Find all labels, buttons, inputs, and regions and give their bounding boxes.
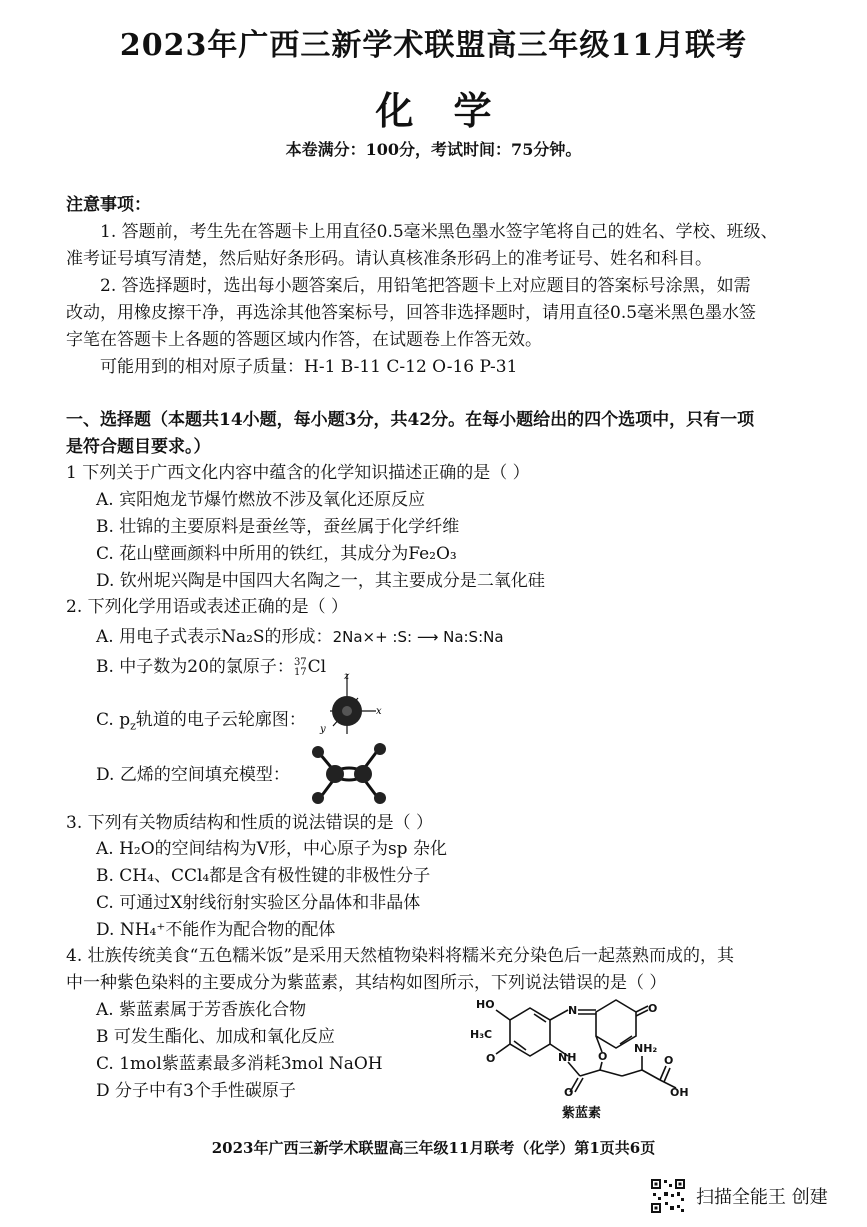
nuclide-symbol: Cl [307,657,327,677]
watermark-text: 扫描全能王 创建 [696,1187,828,1208]
exam-meta: 本卷满分：100分，考试时间：75分钟。 [285,140,582,159]
note-2-line-3: 字笔在答题卡上各题的答题区域内作答，在试题卷上作答无效。 [66,330,542,350]
svg-text:OH: OH [670,1086,689,1097]
atomic-masses: 可能用到的相对原子质量：H-1 B-11 C-12 O-16 P-31 [100,357,518,377]
svg-text:x: x [376,706,382,717]
q3-option-c: C. 可通过X射线衍射实验区分晶体和非晶体 [96,893,421,913]
structure-caption: 紫蓝素 [562,1106,602,1121]
svg-text:O: O [486,1052,496,1065]
q1-option-d: D. 钦州坭兴陶是中国四大名陶之一，其主要成分是二氧化硅 [96,571,545,591]
q2-option-b [96,652,326,678]
q4-stem-line-1: 4. 壮族传统美食“五色糯米饭”是采用天然植物染料将糯米充分染色后一起蒸熟而成的，其 [66,946,735,966]
q1-option-a: A. 宾阳炮龙节爆竹燃放不涉及氧化还原反应 [96,490,426,510]
q2-option-d: D. 乙烯的空间填充模型： [96,765,290,785]
svg-text:NH: NH [558,1051,577,1064]
mass-number: 37 [293,656,307,668]
q1-option-b: B. 壮锦的主要原料是蚕丝等，蚕丝属于化学纤维 [96,517,460,537]
note-2-line-1: 2. 答选择题时，选出每小题答案后，用铅笔把答题卡上对应题目的答案标号涂黑，如需 [100,276,751,296]
ethylene-space-filling-model [305,742,395,804]
q3-stem: 3. 下列有关物质结构和性质的说法错误的是（ ） [66,813,434,833]
electron-dot-equation: 2Na×+ :S: ⟶ Na:S:Na [332,628,504,646]
note-2-line-2: 改动，用橡皮擦干净，再选涂其他答案标号，回答非选择题时，请用直径0.5毫米黑色墨水签 [66,303,757,323]
svg-text:z: z [344,671,350,682]
q4-option-a: A. 紫蓝素属于芳香族化合物 [96,1000,307,1020]
qr-code-icon [650,1178,686,1214]
page-footer: 2023年广西三新学术联盟高三年级11月联考（化学）第1页共6页 [211,1139,656,1157]
svg-text:NH₂: NH₂ [634,1042,658,1055]
section-1-heading-line-2: 是符合题目要求。） [66,437,211,457]
note-1-line-1: 1. 答题前，考生先在答题卡上用直径0.5毫米黑色墨水签字笔将自己的姓名、学校、班级、 [100,222,778,242]
exam-title: 2023年广西三新学术联盟高三年级11月联考 [119,28,748,63]
nuclide-numbers [294,658,307,678]
svg-text:O: O [648,1002,658,1015]
atomic-number: 17 [293,666,307,678]
svg-text:H₃C: H₃C [470,1028,493,1041]
q2-option-a-prefix: A. 用电子式表示Na₂S的形成： [96,627,333,647]
q4-option-b: B 可发生酯化、加成和氧化反应 [96,1027,335,1047]
notes-heading: 注意事项： [66,195,151,215]
q1-stem: 1 下列关于广西文化内容中蕴含的化学知识描述正确的是（ ） [66,463,530,483]
section-1-heading-line-1: 一、选择题（本题共14小题，每小题3分，共42分。在每小题给出的四个选项中，只有一项 [66,410,755,430]
q2-option-c [96,705,306,732]
pz-orbital-diagram [310,670,390,740]
svg-text:O: O [664,1054,674,1067]
q2-option-c-label: C. p [96,710,131,730]
svg-text:O: O [598,1050,608,1063]
q3-option-d: D. NH₄⁺不能作为配合物的配体 [96,920,336,940]
q3-option-b: B. CH₄、CCl₄都是含有极性键的非极性分子 [96,866,431,886]
q2-option-b-prefix: B. 中子数为20的氯原子： [96,657,294,677]
q3-option-a: A. H₂O的空间结构为V形，中心原子为sp 杂化 [96,839,447,859]
subject-title: 化学 [375,88,532,133]
svg-text:O: O [564,1086,574,1097]
q1-option-c: C. 花山壁画颜料中所用的铁红，其成分为Fe₂O₃ [96,544,457,564]
zilanxin-structure-diagram [470,992,700,1097]
q4-option-c: C. 1mol紫蓝素最多消耗3mol NaOH [96,1054,383,1074]
q4-stem-line-2: 中一种紫色染料的主要成分为紫蓝素，其结构如图所示，下列说法错误的是（ ） [66,973,667,993]
q2-stem: 2. 下列化学用语或表述正确的是（ ） [66,597,349,617]
svg-text:N: N [568,1004,578,1017]
q4-option-d: D 分子中有3个手性碳原子 [96,1081,296,1101]
q2-option-a [96,622,504,647]
q2-option-c-rest: 轨道的电子云轮廓图： [135,710,306,730]
note-1-line-2: 准考证号填写清楚，然后贴好条形码。请认真核准条形码上的准考证号、姓名和科目。 [66,249,712,269]
scanner-watermark [650,1178,828,1214]
svg-text:y: y [320,724,326,735]
svg-text:HO: HO [476,998,495,1011]
q2-option-c-subscript: z [130,719,136,733]
